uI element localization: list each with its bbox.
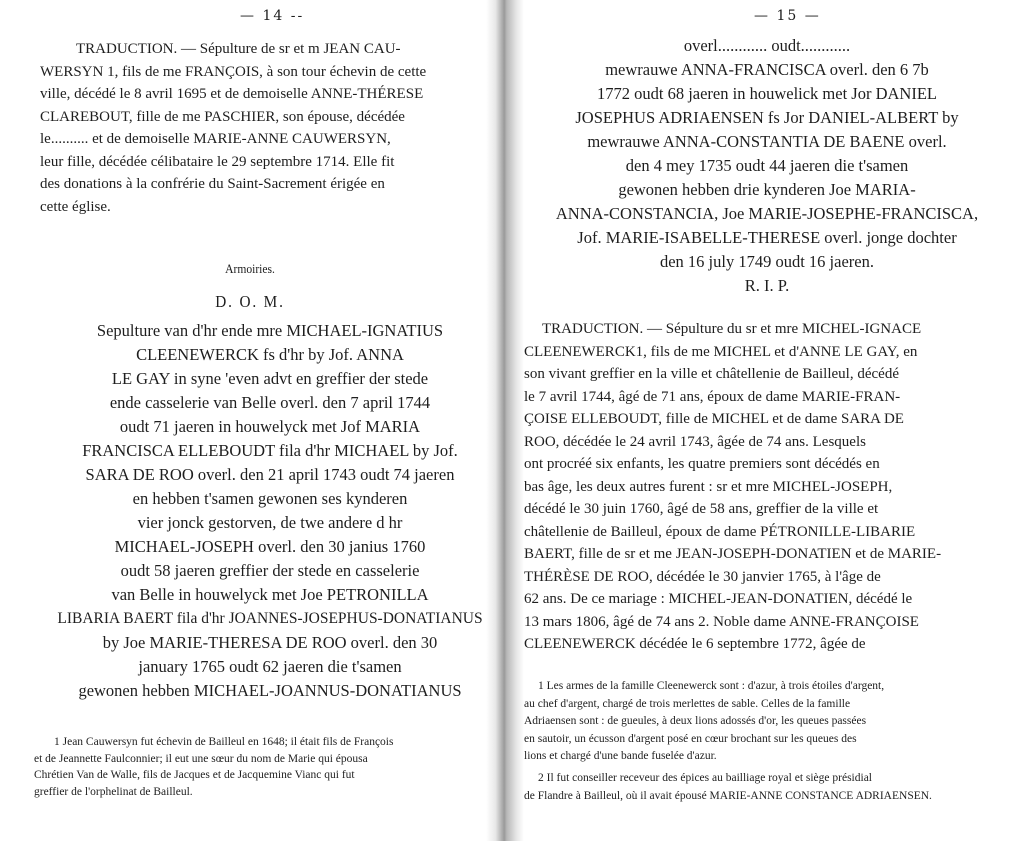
epitaph-line: oudt 58 jaeren greffier der stede en casselerie [120,561,420,580]
text-line: ont procréé six enfants, les quatre premiers sont décédés en [524,456,880,472]
footnote-line: Chrétien Van de Walle, fils de Jacques et de Jacquemine Vianc qui fut [34,769,355,781]
footnote-line: de Flandre à Bailleul, où il avait épousé MARIE-ANNE CONSTANCE ADRIAENSEN. [524,789,932,802]
epitaph-line: den 16 july 1749 oudt 16 jaeren. [659,252,874,271]
text-line: TRADUCTION. — Sépulture du sr et mre MICHEL-IGNACE [542,321,922,337]
page-number-right: — 15 — [754,8,821,24]
text-line: ÇOISE ELLEBOUDT, fille de MICHEL et de dame SARA DE [524,411,904,427]
epitaph-line: FRANCISCA ELLEBOUDT fila d'hr MICHAEL by Jof. [82,441,458,460]
epitaph-line: Sepulture van d'hr ende mre MICHAEL-IGNATIUS [96,321,444,340]
text-line: CLEENEWERCK décédée le 6 septembre 1772, âgée de [524,636,866,652]
right-page [524,0,1024,841]
text-line: 62 ans. De ce mariage : MICHEL-JEAN-DONATIEN, décédé le [524,591,913,607]
footnote-line: 2 Il fut conseiller receveur des épices au bailliage royal et siège présidial [538,772,872,784]
text-line: CLAREBOUT, fille de me PASCHIER, son épouse, décédée [40,108,405,125]
epitaph-line: gewonen hebben drie kynderen Joe MARIA- [618,180,916,199]
text-line: décédé le 30 juin 1760, âgé de 58 ans, greffier de la ville et [524,501,879,517]
epitaph-line: en hebben t'samen gewonen ses kynderen [132,489,408,508]
footnote-line: lions et chargé d'une bande fuselée d'azur. [524,750,717,762]
text-line: bas âge, les deux autres furent : sr et mre MICHEL-JOSEPH, [524,478,893,495]
footnote-line: et de Jeannette Faulconnier; il eut une sœur du nom de Marie qui épousa [34,752,368,765]
dom-heading: D. O. M. [215,292,285,311]
footnote-line: 1 Jean Cauwersyn fut échevin de Bailleul en 1648; il était fils de François [54,736,394,748]
epitaph-line: vier jonck gestorven, de twe andere d hr [137,513,403,532]
epitaph-line: LE GAY in syne 'even advt en greffier der stede [111,369,429,388]
epitaph-line: van Belle in houwelyck met Joe PETRONILLA [111,585,429,604]
epitaph-line: ANNA-CONSTANCIA, Joe MARIE-JOSEPHE-FRANCISCA, [555,204,979,223]
text-line: son vivant greffier en la ville et châtellenie de Bailleul, décédé [524,366,899,382]
epitaph-line: 1772 oudt 68 jaeren in houwelick met Jor DANIEL [596,84,937,103]
epitaph-line: mewrauwe ANNA-FRANCISCA overl. den 6 7b [605,60,929,79]
epitaph-line: MICHAEL-JOSEPH overl. den 30 janius 1760 [114,537,426,556]
page-number-left: — 14 -- [240,8,305,24]
text-line: cette église. [40,198,111,215]
text-line: châtellenie de Bailleul, époux de dame PÉTRONILLE-LIBARIE [524,523,916,540]
text-line: TRADUCTION. — Sépulture de sr et m JEAN CAU- [76,41,401,57]
epitaph-line: overl............ oudt............ [683,36,851,55]
armoiries-heading: Armoiries. [225,262,275,276]
text-line: WERSYN 1, fils de me FRANÇOIS, à son tour échevin de cette [40,63,427,80]
text-line: le.......... et de demoiselle MARIE-ANNE CAUWERSYN, [40,131,391,147]
epitaph-line: mewrauwe ANNA-CONSTANTIA DE BAENE overl. [587,132,947,151]
text-line: ville, décédé le 8 avril 1695 et de demoiselle ANNE-THÉRESE [40,86,424,102]
epitaph-line: JOSEPHUS ADRIAENSEN fs Jor DANIEL-ALBERT by [575,108,959,127]
epitaph-line: oudt 71 jaeren in houwelyck met Jof MARIA [119,417,421,436]
epitaph-line: Jof. MARIE-ISABELLE-THERESE overl. jonge dochter [577,228,957,247]
epitaph-line: ende casselerie van Belle overl. den 7 april 1744 [109,393,431,412]
epitaph-line: gewonen hebben MICHAEL-JOANNUS-DONATIANUS [78,681,462,700]
text-line: leur fille, décédée célibataire le 29 septembre 1714. Elle fit [40,153,395,170]
epitaph-line: CLEENEWERCK fs d'hr by Jof. ANNA [136,345,404,364]
text-line: des donations à la confrérie du Saint-Sacrement érigée en [40,176,385,192]
text-line: CLEENEWERCK1, fils de me MICHEL et d'ANNE LE GAY, en [524,343,918,360]
epitaph-line: by Joe MARIE-THERESA DE ROO overl. den 30 [102,633,438,652]
epitaph-line: den 4 mey 1735 oudt 44 jaeren die t'samen [625,156,909,175]
footnote-line: 1 Les armes de la famille Cleenewerck sont : d'azur, à trois étoiles d'argent, [538,680,885,692]
footnote-line: greffier de l'orphelinat de Bailleul. [34,785,193,798]
text-line: le 7 avril 1744, âgé de 71 ans, époux de dame MARIE-FRAN- [524,388,901,405]
footnote-line: en sautoir, un écusson d'argent posé en cœur brochant sur les queues des [524,732,857,745]
rip-line: R. I. P. [744,276,790,295]
footnote-line: Adriaensen sont : de gueules, à deux lions adossés d'or, les queues passées [524,715,867,727]
epitaph-line: SARA DE ROO overl. den 21 april 1743 oudt 74 jaeren [85,465,455,484]
text-line: 13 mars 1806, âgé de 74 ans 2. Noble dame ANNE-FRANÇOISE [524,613,919,630]
epitaph-line: LIBARIA BAERT fila d'hr JOANNES-JOSEPHUS-DONATIANUS [57,610,483,627]
text-line: THÉRÈSE DE ROO, décédée le 30 janvier 1765, à l'âge de [524,568,881,585]
text-line: ROO, décédée le 24 avril 1743, âgée de 74 ans. Lesquels [524,433,866,450]
left-page [0,0,500,841]
footnote-line: au chef d'argent, chargé de trois merlettes de sable. Celles de la famille [524,697,851,710]
text-line: BAERT, fille de sr et me JEAN-JOSEPH-DONATIEN et de MARIE- [524,546,942,562]
epitaph-line: january 1765 oudt 62 jaeren die t'samen [138,657,402,676]
